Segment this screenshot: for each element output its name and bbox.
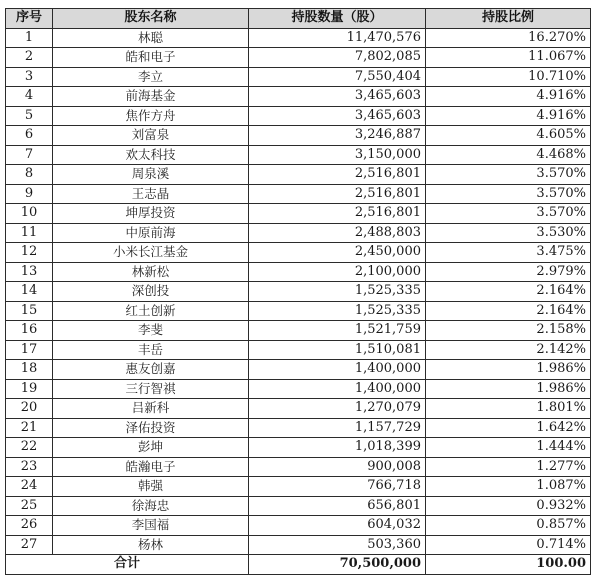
- row-shareholder-name: 周泉溪: [53, 165, 249, 185]
- row-shareholder-name: 李立: [53, 67, 249, 87]
- row-shareholder-name: 红土创新: [53, 301, 249, 321]
- row-ratio: 1.801%: [426, 399, 591, 419]
- row-shareholder-name: 小米长江基金: [53, 243, 249, 263]
- row-shares: 2,516,801: [249, 184, 426, 204]
- row-shares: 2,488,803: [249, 223, 426, 243]
- table-header-row: [6, 9, 591, 29]
- header-ratio: 持股比例: [426, 9, 591, 29]
- row-shares: 3,465,603: [249, 106, 426, 126]
- table-row: [6, 477, 591, 497]
- table-row: [6, 262, 591, 282]
- table-row: [6, 184, 591, 204]
- total-shares: 70,500,000: [249, 555, 426, 575]
- table-row: [6, 516, 591, 536]
- table-row: [6, 301, 591, 321]
- row-index: 19: [6, 379, 53, 399]
- table-row: [6, 48, 591, 68]
- row-shareholder-name: 李国福: [53, 516, 249, 536]
- row-shares: 1,400,000: [249, 379, 426, 399]
- row-ratio: 11.067%: [426, 48, 591, 68]
- row-ratio: 1.087%: [426, 477, 591, 497]
- row-shares: 503,360: [249, 535, 426, 555]
- row-index: 11: [6, 223, 53, 243]
- row-ratio: 4.916%: [426, 87, 591, 107]
- row-shareholder-name: 欢太科技: [53, 145, 249, 165]
- row-shareholder-name: 吕新科: [53, 399, 249, 419]
- row-ratio: 4.916%: [426, 106, 591, 126]
- row-index: 13: [6, 262, 53, 282]
- shareholder-table: [5, 8, 591, 575]
- row-shares: 11,470,576: [249, 28, 426, 48]
- row-ratio: 3.570%: [426, 184, 591, 204]
- row-ratio: 4.468%: [426, 145, 591, 165]
- row-ratio: 1.642%: [426, 418, 591, 438]
- row-shares: 2,100,000: [249, 262, 426, 282]
- table-row: [6, 87, 591, 107]
- row-shares: 3,246,887: [249, 126, 426, 146]
- table-row: [6, 145, 591, 165]
- row-index: 16: [6, 321, 53, 341]
- row-shareholder-name: 惠友创嘉: [53, 360, 249, 380]
- row-ratio: 10.710%: [426, 67, 591, 87]
- row-shareholder-name: 丰岳: [53, 340, 249, 360]
- row-ratio: 3.530%: [426, 223, 591, 243]
- row-index: 2: [6, 48, 53, 68]
- row-index: 4: [6, 87, 53, 107]
- table-row: [6, 418, 591, 438]
- table-row: [6, 340, 591, 360]
- row-shareholder-name: 焦作方舟: [53, 106, 249, 126]
- row-shares: 7,802,085: [249, 48, 426, 68]
- row-index: 15: [6, 301, 53, 321]
- row-index: 7: [6, 145, 53, 165]
- row-shareholder-name: 前海基金: [53, 87, 249, 107]
- row-ratio: 1.444%: [426, 438, 591, 458]
- row-shareholder-name: 三行智祺: [53, 379, 249, 399]
- table-row: [6, 204, 591, 224]
- table-row: [6, 535, 591, 555]
- total-row: [6, 555, 591, 575]
- row-index: 6: [6, 126, 53, 146]
- row-shareholder-name: 林新松: [53, 262, 249, 282]
- row-ratio: 0.857%: [426, 516, 591, 536]
- row-shareholder-name: 中原前海: [53, 223, 249, 243]
- row-shares: 766,718: [249, 477, 426, 497]
- row-index: 10: [6, 204, 53, 224]
- table-row: [6, 282, 591, 302]
- row-ratio: 2.164%: [426, 282, 591, 302]
- row-index: 24: [6, 477, 53, 497]
- row-ratio: 3.570%: [426, 204, 591, 224]
- row-index: 21: [6, 418, 53, 438]
- row-shares: 3,465,603: [249, 87, 426, 107]
- row-index: 26: [6, 516, 53, 536]
- row-index: 9: [6, 184, 53, 204]
- row-ratio: 2.142%: [426, 340, 591, 360]
- row-shares: 1,270,079: [249, 399, 426, 419]
- header-name: 股东名称: [53, 9, 249, 29]
- row-ratio: 0.932%: [426, 496, 591, 516]
- row-shareholder-name: 皓瀚电子: [53, 457, 249, 477]
- row-index: 25: [6, 496, 53, 516]
- row-shares: 1,525,335: [249, 301, 426, 321]
- row-shares: 3,150,000: [249, 145, 426, 165]
- row-index: 12: [6, 243, 53, 263]
- row-index: 20: [6, 399, 53, 419]
- row-ratio: 1.277%: [426, 457, 591, 477]
- row-index: 22: [6, 438, 53, 458]
- row-ratio: 16.270%: [426, 28, 591, 48]
- row-shareholder-name: 深创投: [53, 282, 249, 302]
- table-row: [6, 126, 591, 146]
- row-shares: 1,018,399: [249, 438, 426, 458]
- row-index: 3: [6, 67, 53, 87]
- row-index: 27: [6, 535, 53, 555]
- row-shares: 1,157,729: [249, 418, 426, 438]
- row-shareholder-name: 林聪: [53, 28, 249, 48]
- table-body: [6, 28, 591, 555]
- header-shares: 持股数量（股）: [249, 9, 426, 29]
- row-shareholder-name: 徐海忠: [53, 496, 249, 516]
- row-ratio: 0.714%: [426, 535, 591, 555]
- table-row: [6, 496, 591, 516]
- row-shares: 2,516,801: [249, 165, 426, 185]
- table-row: [6, 28, 591, 48]
- table-row: [6, 67, 591, 87]
- row-shareholder-name: 杨林: [53, 535, 249, 555]
- row-ratio: 1.986%: [426, 360, 591, 380]
- total-label: 合计: [6, 555, 249, 575]
- row-shares: 2,516,801: [249, 204, 426, 224]
- row-shares: 2,450,000: [249, 243, 426, 263]
- row-index: 17: [6, 340, 53, 360]
- row-shares: 900,008: [249, 457, 426, 477]
- row-index: 5: [6, 106, 53, 126]
- row-shareholder-name: 坤厚投资: [53, 204, 249, 224]
- table-row: [6, 243, 591, 263]
- row-ratio: 2.158%: [426, 321, 591, 341]
- row-index: 8: [6, 165, 53, 185]
- row-index: 1: [6, 28, 53, 48]
- row-shares: 1,521,759: [249, 321, 426, 341]
- row-shares: 604,032: [249, 516, 426, 536]
- row-shareholder-name: 刘富泉: [53, 126, 249, 146]
- row-shares: 656,801: [249, 496, 426, 516]
- table-row: [6, 165, 591, 185]
- row-index: 14: [6, 282, 53, 302]
- row-ratio: 3.475%: [426, 243, 591, 263]
- row-ratio: 3.570%: [426, 165, 591, 185]
- row-ratio: 2.979%: [426, 262, 591, 282]
- row-index: 18: [6, 360, 53, 380]
- row-ratio: 4.605%: [426, 126, 591, 146]
- row-shares: 1,525,335: [249, 282, 426, 302]
- row-shares: 7,550,404: [249, 67, 426, 87]
- table-row: [6, 321, 591, 341]
- row-shares: 1,400,000: [249, 360, 426, 380]
- row-shareholder-name: 李斐: [53, 321, 249, 341]
- row-shareholder-name: 彭坤: [53, 438, 249, 458]
- row-ratio: 2.164%: [426, 301, 591, 321]
- row-shareholder-name: 皓和电子: [53, 48, 249, 68]
- row-ratio: 1.986%: [426, 379, 591, 399]
- table-row: [6, 399, 591, 419]
- table-row: [6, 438, 591, 458]
- header-index: 序号: [6, 9, 53, 29]
- row-index: 23: [6, 457, 53, 477]
- table-row: [6, 223, 591, 243]
- table-row: [6, 106, 591, 126]
- table-row: [6, 457, 591, 477]
- row-shareholder-name: 韩强: [53, 477, 249, 497]
- total-ratio: 100.00: [426, 555, 591, 575]
- table-row: [6, 360, 591, 380]
- row-shares: 1,510,081: [249, 340, 426, 360]
- table-row: [6, 379, 591, 399]
- row-shareholder-name: 泽佑投资: [53, 418, 249, 438]
- row-shareholder-name: 王志晶: [53, 184, 249, 204]
